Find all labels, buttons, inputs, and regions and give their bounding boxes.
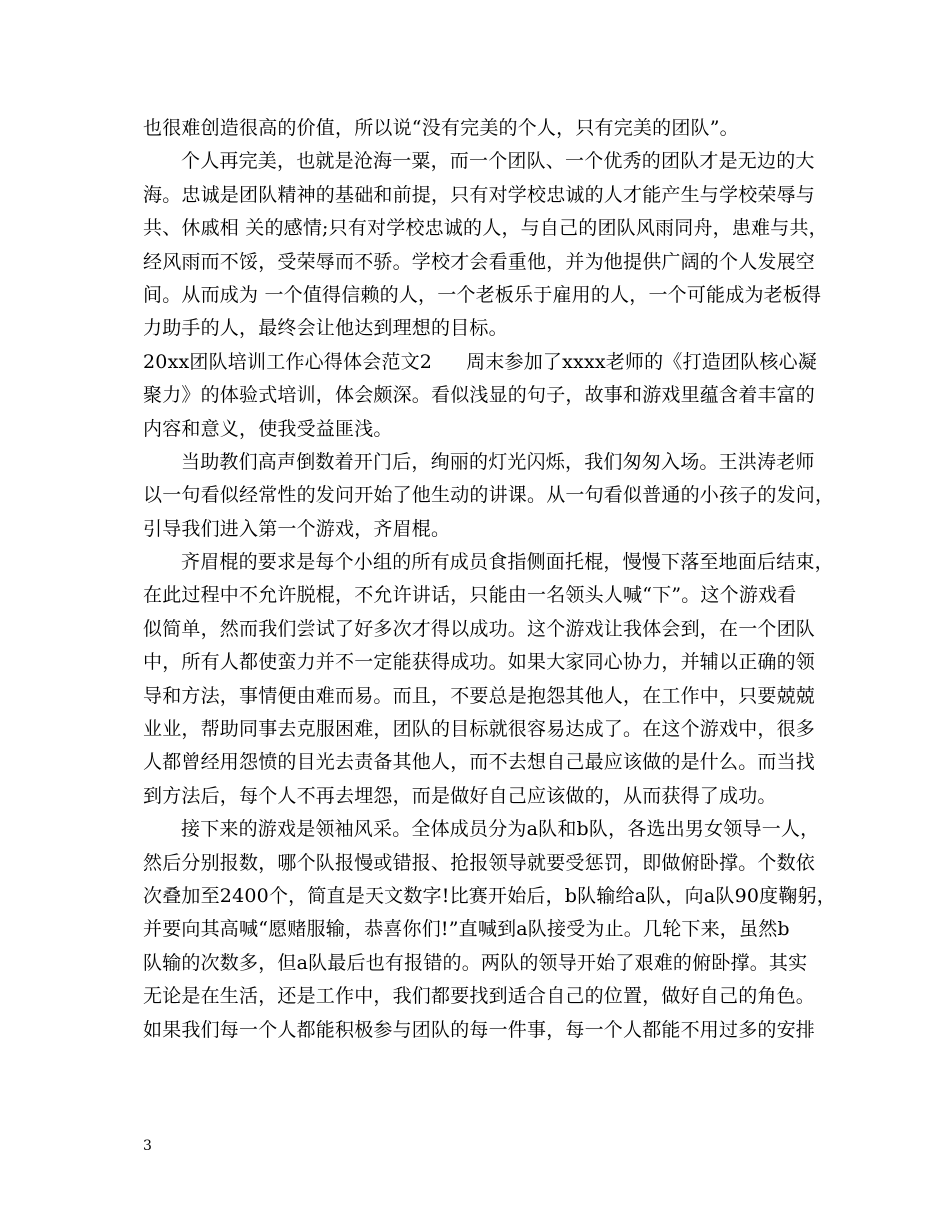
text-line-content: 以一句看似经常性的发问开始了他生动的讲课。从一句看似普通的小孩子的发问， — [143, 484, 835, 507]
text-line — [143, 980, 816, 1013]
text-line-content: 到方法后，每个人不再去埋怨，而是做好自己应该做的，从而获得了成功。 — [143, 784, 777, 807]
text-line — [143, 746, 816, 779]
text-line — [143, 246, 816, 279]
text-line — [143, 312, 807, 345]
text-line-content: 个人再完美，也就是沧海一粟，而一个团队、一个优秀的团队才是无边的大 — [181, 150, 815, 173]
text-line-content: 并要向其高喊“愿赌服输，恭喜你们!”直喊到a队接受为止。几轮下来，虽然b — [143, 918, 790, 941]
text-line-content: 20xx团队培训工作心得体会范文2 — [143, 350, 433, 373]
text-line-content: 力助手的人，最终会让他达到理想的目标。 — [143, 317, 508, 340]
text-line — [143, 780, 807, 813]
text-line-content: 次叠加至2400个，简直是天文数字!比赛开始后，b队输给a队，向a队90度鞠躬， — [143, 884, 836, 907]
text-line — [143, 947, 807, 980]
text-line — [143, 680, 816, 713]
text-line-content: 中，所有人都使蛮力并不一定能获得成功。如果大家同心协力，并辅以正确的领 — [143, 651, 816, 674]
text-line — [143, 212, 828, 245]
text-line — [143, 713, 816, 746]
text-line-content: 然后分别报数，哪个队报慢或错报、抢报领导就要受惩罚，即做俯卧撑。个数依 — [143, 851, 816, 874]
text-line — [143, 613, 816, 646]
text-line-content: 接下来的游戏是领袖风采。全体成员分为a队和b队，各选出男女领导一人， — [181, 818, 820, 841]
text-line — [143, 546, 834, 579]
text-line-content: 当助教们高声倒数着开门后，绚丽的灯光闪烁，我们匆匆入场。王洪涛老师 — [181, 450, 815, 473]
body-text — [143, 112, 836, 1047]
text-line — [143, 346, 817, 379]
text-line-content: 似简单，然而我们尝试了好多次才得以成功。这个游戏让我体会到，在一个团队 — [143, 617, 816, 640]
text-line — [143, 279, 822, 312]
text-line-continuation: 周末参加了xxxx老师的《打造团队核心凝 — [466, 350, 817, 373]
text-line-content: 海。忠诚是团队精神的基础和前提，只有对学校忠诚的人才能产生与学校荣辱与 — [143, 183, 816, 206]
text-line-content: 在此过程中不允许脱棍，不允许讲话，只能由一名领头人喊“下”。这个游戏看 — [143, 584, 797, 607]
text-line-content: 队输的次数多，但a队最后也有报错的。两队的领导开始了艰难的俯卧撑。其实 — [143, 951, 808, 974]
text-line-content: 如果我们每一个人都能积极参与团队的每一件事，每一个人都能不用过多的安排 — [143, 1018, 816, 1041]
text-line-content: 无论是在生活，还是工作中，我们都要找到适合自己的位置，做好自己的角色。 — [143, 985, 816, 1008]
text-line — [143, 913, 807, 946]
text-line — [143, 579, 807, 612]
text-line — [143, 479, 835, 512]
text-line — [143, 847, 816, 880]
text-line-content: 也很难创造很高的价值，所以说“没有完美的个人，只有完美的团队”。 — [143, 117, 739, 139]
text-line — [143, 379, 816, 412]
text-line-content: 导和方法，事情便由难而易。而且，不要总是抱怨其他人，在工作中，只要兢兢 — [143, 684, 816, 707]
text-line-content: 引导我们进入第一个游戏，齐眉棍。 — [143, 517, 451, 540]
text-line — [143, 880, 836, 913]
page-number: 3 — [143, 1138, 152, 1154]
text-line — [143, 1014, 816, 1047]
text-line-content: 经风雨而不馁，受荣辱而不骄。学校才会看重他，并为他提供广阔的个人发展空 — [143, 250, 816, 273]
text-line — [143, 413, 807, 446]
text-line-content: 齐眉棍的要求是每个小组的所有成员食指侧面托棍，慢慢下落至地面后结束， — [181, 551, 834, 574]
text-line — [143, 813, 820, 846]
text-line-content: 业业，帮助同事去克服困难，团队的目标就很容易达成了。在这个游戏中，很多 — [143, 718, 816, 741]
text-line — [143, 179, 816, 212]
text-line — [143, 513, 807, 546]
text-line-content: 间。从而成为 一个值得信赖的人，一个老板乐于雇用的人，一个可能成为老板得 — [143, 283, 822, 306]
text-line-content: 人都曾经用怨愤的目光去责备其他人，而不去想自己最应该做的是什么。而当找 — [143, 751, 816, 774]
text-line — [143, 145, 815, 178]
text-line-content: 共、休戚相 关的感情;只有对学校忠诚的人，与自己的团队风雨同舟，患难与共， — [143, 217, 828, 240]
text-line-content: 内容和意义，使我受益匪浅。 — [143, 417, 393, 440]
text-line — [143, 646, 816, 679]
text-line — [143, 112, 807, 145]
text-line-content: 聚力》的体验式培训，体会颇深。看似浅显的句子，故事和游戏里蕴含着丰富的 — [143, 384, 816, 407]
text-line — [143, 446, 815, 479]
